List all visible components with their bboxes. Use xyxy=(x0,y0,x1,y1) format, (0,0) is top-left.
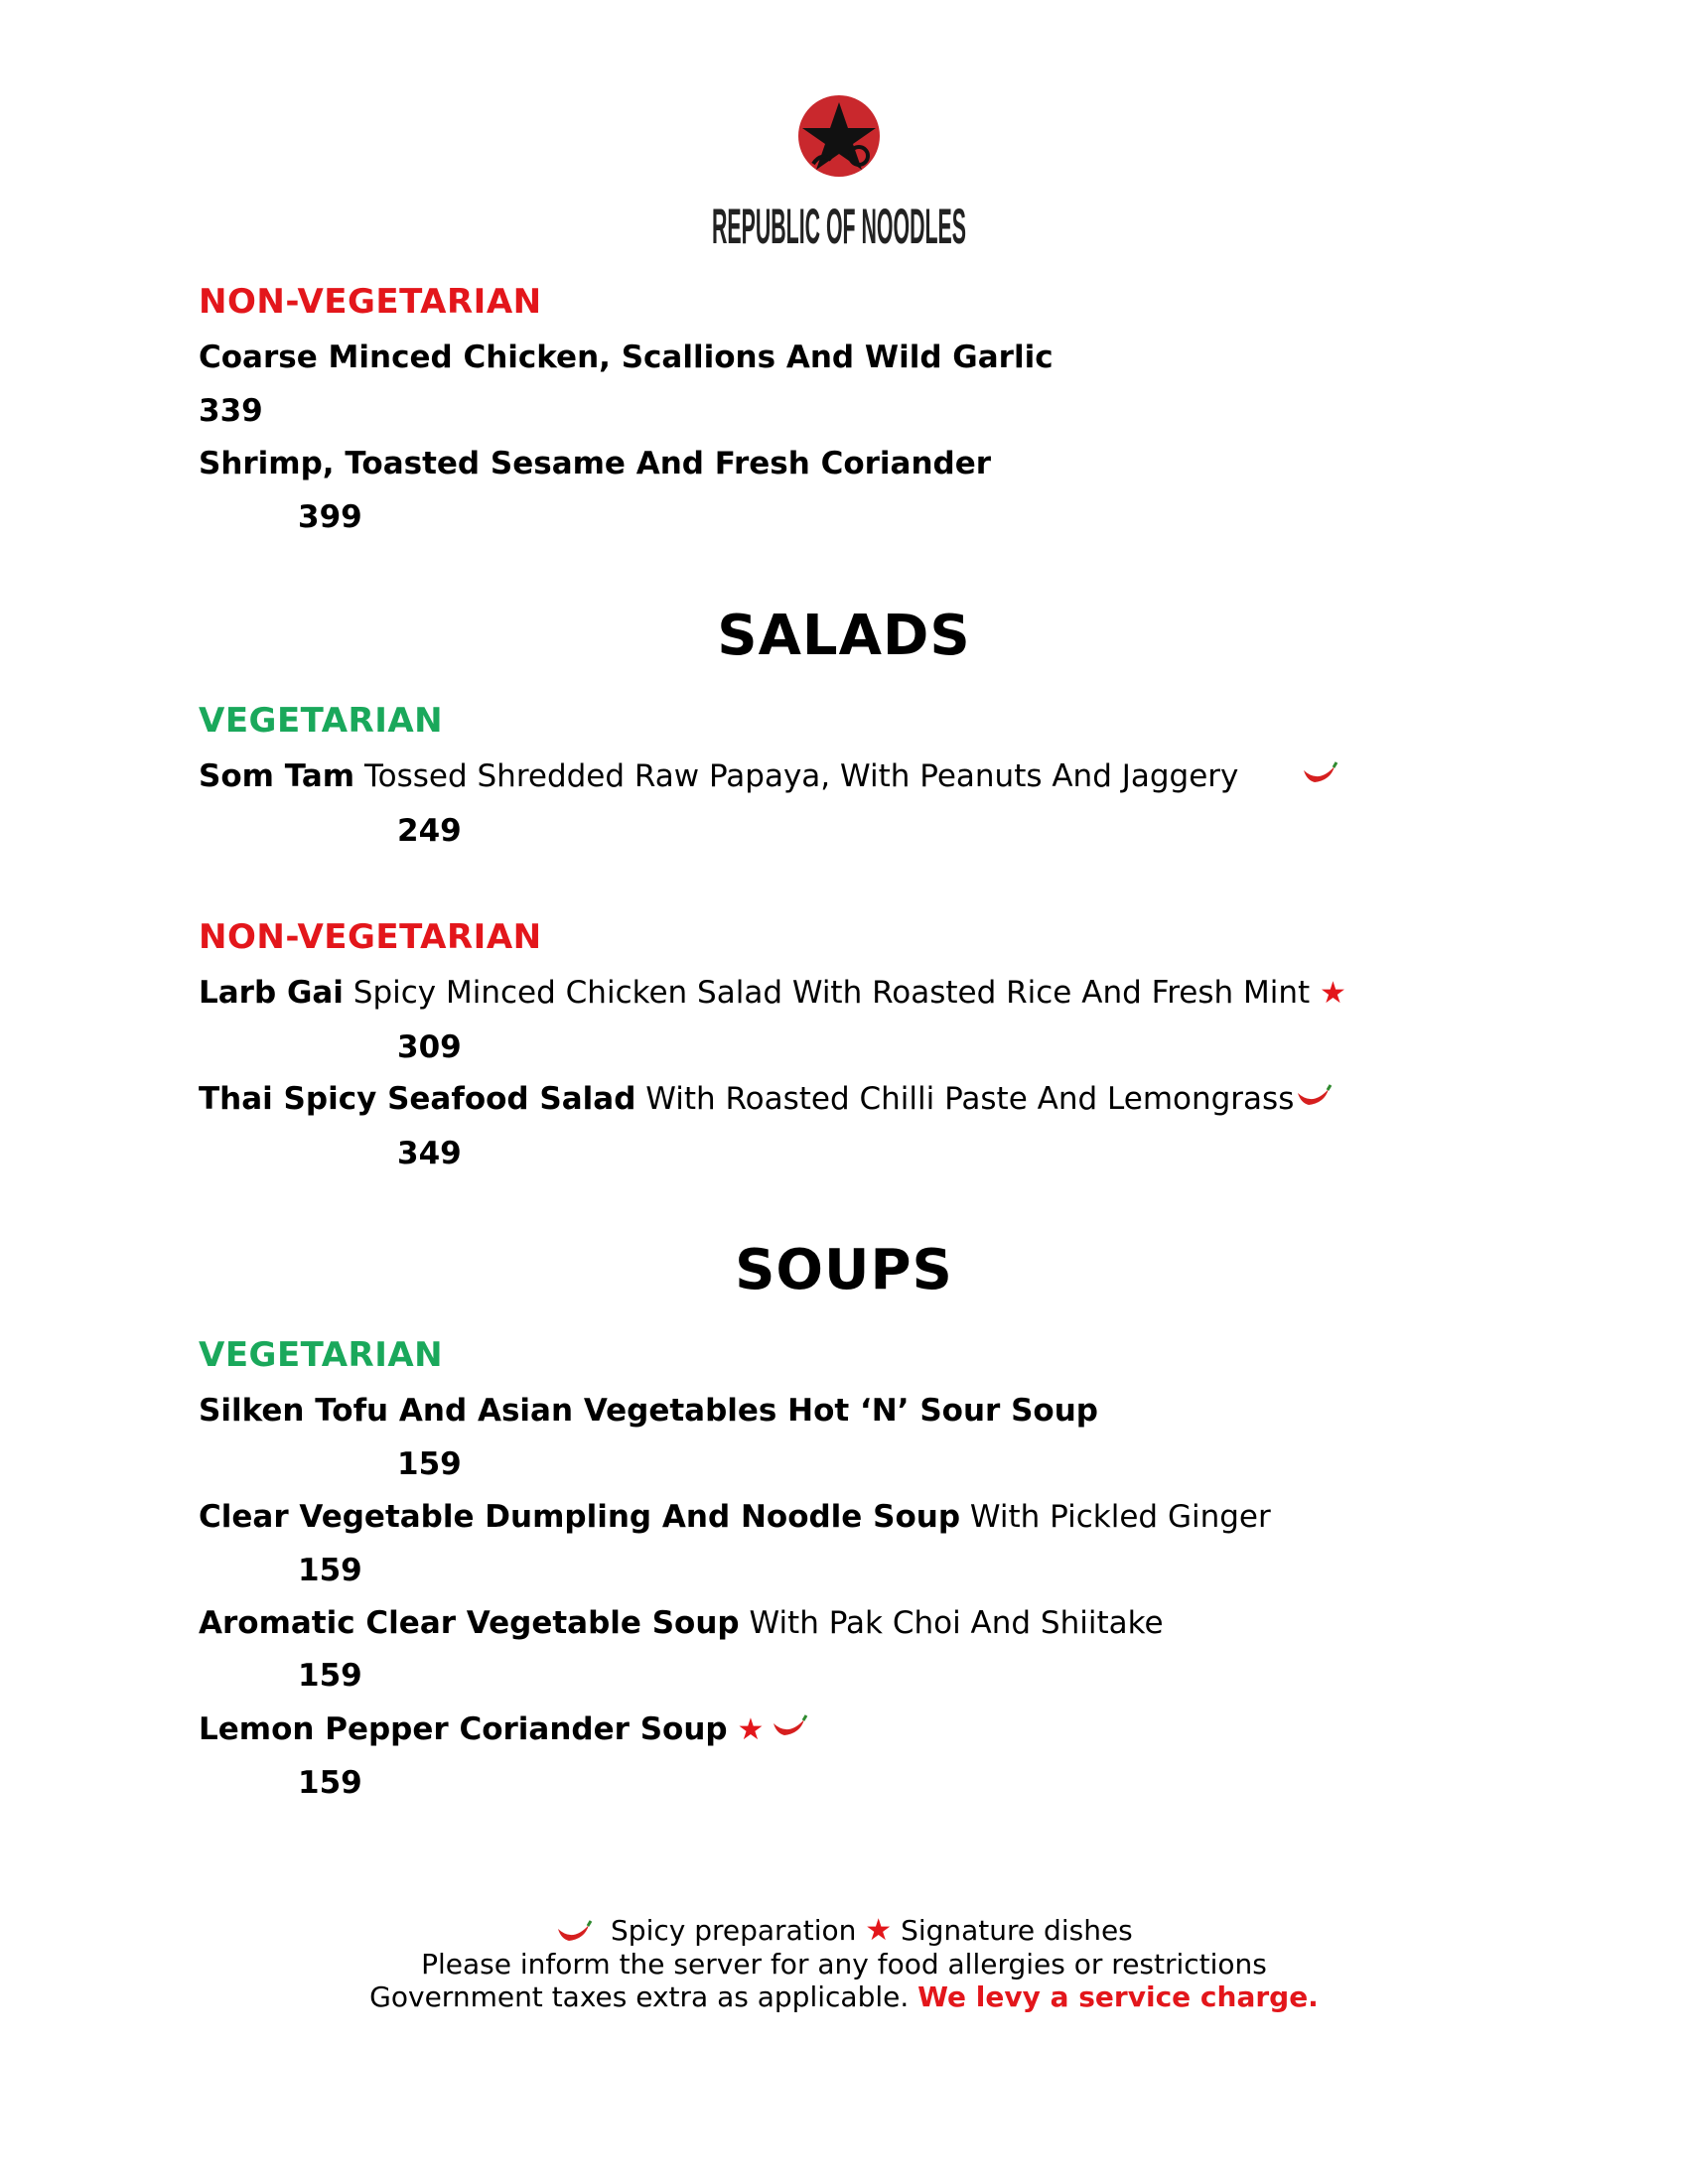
section-title: SOUPS xyxy=(735,1238,953,1302)
item-description: With Pak Choi And Shiitake xyxy=(749,1605,1164,1641)
item-name: Clear Vegetable Dumpling And Noodle Soup xyxy=(199,1499,961,1535)
chilli-icon xyxy=(771,1713,808,1739)
allergy-note: Please inform the server for any food allergies or restrictions xyxy=(421,1948,1267,1980)
menu-item xyxy=(199,758,1238,794)
item-name: Thai Spicy Seafood Salad xyxy=(199,1081,636,1117)
brand-logo xyxy=(710,94,968,253)
menu-item xyxy=(199,446,991,481)
menu-item xyxy=(199,1499,1271,1535)
item-description: With Pickled Ginger xyxy=(969,1499,1271,1535)
category-heading: VEGETARIAN xyxy=(199,701,444,741)
service-charge-note: We levy a service charge. xyxy=(917,1980,1319,2013)
category-heading: NON-VEGETARIAN xyxy=(199,282,542,322)
item-price: 159 xyxy=(298,1658,362,1694)
item-name: Lemon Pepper Coriander Soup xyxy=(199,1711,728,1747)
menu-item xyxy=(199,975,1346,1011)
item-name: Som Tam xyxy=(199,758,355,794)
item-name: Aromatic Clear Vegetable Soup xyxy=(199,1605,740,1641)
menu-item xyxy=(199,1605,1164,1641)
chilli-icon xyxy=(555,1919,593,1945)
item-price: 349 xyxy=(397,1136,462,1171)
category-heading: NON-VEGETARIAN xyxy=(199,917,542,957)
item-description: With Roasted Chilli Paste And Lemongrass xyxy=(645,1081,1295,1117)
legend-signature-label: Signature dishes xyxy=(901,1914,1133,1947)
section-title: SALADS xyxy=(717,604,971,668)
logo-emblem-icon xyxy=(710,94,968,253)
item-price: 249 xyxy=(397,813,462,849)
legend xyxy=(0,1914,1688,1947)
brand-wordmark: REPUBLIC OF NOODLES xyxy=(712,199,966,254)
tax-note-line xyxy=(0,1980,1688,2013)
item-price: 159 xyxy=(298,1553,362,1588)
menu-item xyxy=(199,340,1054,375)
category-heading: VEGETARIAN xyxy=(199,1335,444,1375)
star-icon: ★ xyxy=(737,1712,765,1747)
item-description: Tossed Shredded Raw Papaya, With Peanuts And Jaggery xyxy=(363,758,1239,794)
item-price: 159 xyxy=(298,1765,362,1801)
legend-spicy-label: Spicy preparation xyxy=(611,1914,857,1947)
item-name: Larb Gai xyxy=(199,975,344,1011)
item-name: Coarse Minced Chicken, Scallions And Wild Garlic xyxy=(199,340,1054,375)
item-price: 309 xyxy=(397,1029,462,1065)
item-price: 399 xyxy=(298,499,362,535)
item-description: Spicy Minced Chicken Salad With Roasted Rice And Fresh Mint xyxy=(352,975,1311,1011)
menu-item xyxy=(199,1711,764,1747)
item-price: 339 xyxy=(199,393,263,429)
chilli-icon xyxy=(1301,760,1338,786)
star-icon: ★ xyxy=(1320,976,1346,1011)
menu-item xyxy=(199,1393,1098,1429)
item-name: Shrimp, Toasted Sesame And Fresh Coriander xyxy=(199,446,992,481)
star-icon: ★ xyxy=(865,1913,893,1948)
item-price: 159 xyxy=(397,1446,462,1482)
item-name: Silken Tofu And Asian Vegetables Hot ‘N’ Sour Soup xyxy=(199,1393,1098,1429)
tax-note: Government taxes extra as applicable. xyxy=(369,1980,910,2013)
menu-item xyxy=(199,1081,1294,1117)
chilli-icon xyxy=(1295,1083,1333,1109)
